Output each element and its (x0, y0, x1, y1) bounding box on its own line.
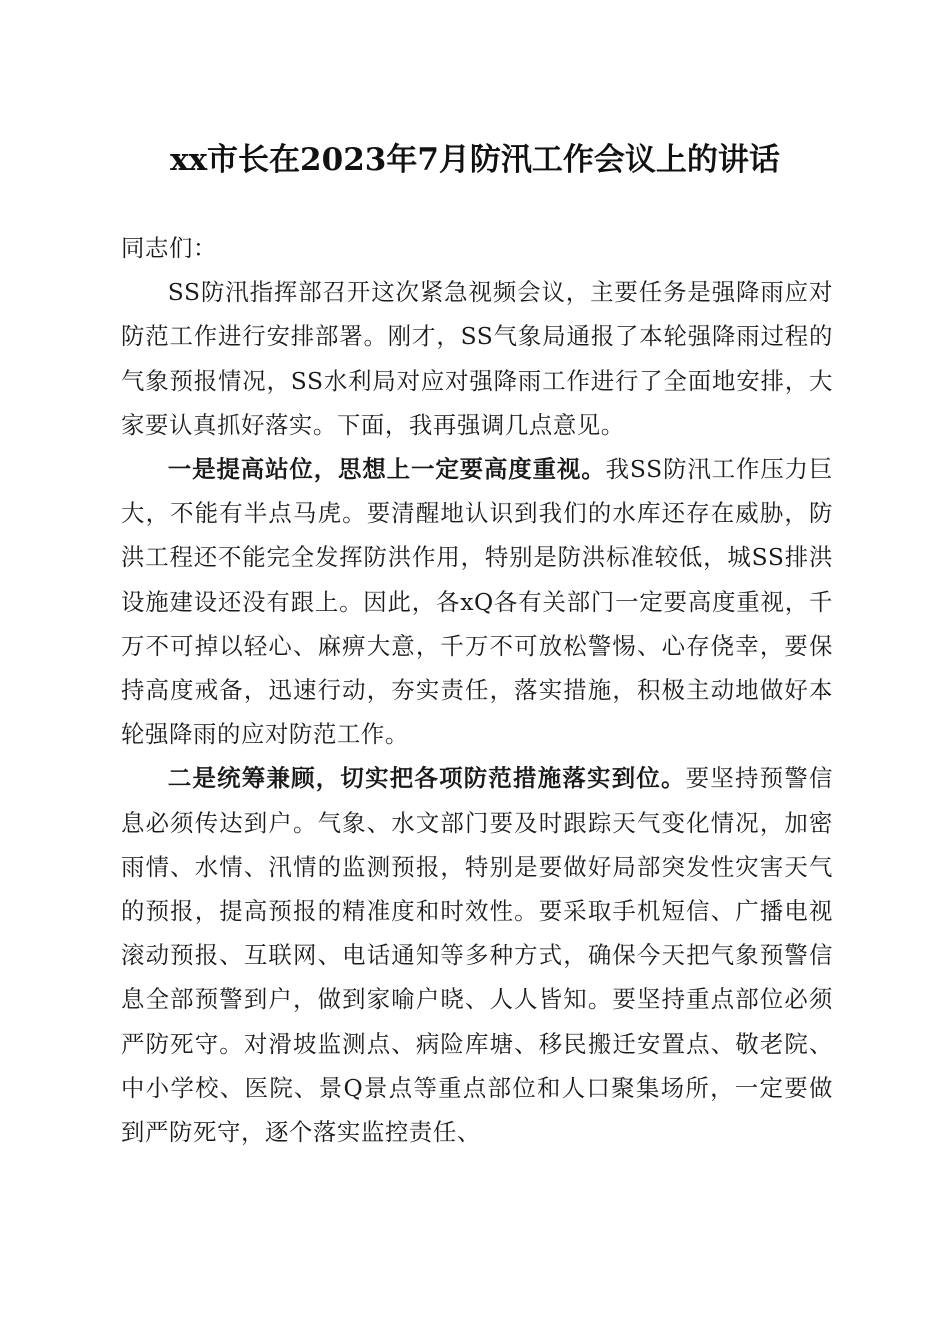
paragraph-text: 我SS防汛工作压力巨大，不能有半点马虎。要清醒地认识到我们的水库还存在威胁，防洪工程还不能完全发挥防洪作用，特别是防洪标准较低，城SS排洪设施建设还没有跟上。因此，各xQ各有关部门一定要高度重视，千万不可掉以轻心、麻痹大意，千万不可放松警惕、心存侥幸，要保持高度戒备，迅速行动，夯实责任，落实措施，积极主动地做好本轮强降雨的应对防范工作。 (121, 455, 833, 749)
paragraph-text: SS防汛指挥部召开这次紧急视频会议，主要任务是强降雨应对防范工作进行安排部署。刚才，SS气象局通报了本轮强降雨过程的气象预报情况，SS水利局对应对强降雨工作进行了全面地安排，大家要认真抓好落实。下面，我再强调几点意见。 (121, 278, 833, 439)
document-title: xx市长在2023年7月防汛工作会议上的讲话 (170, 142, 780, 178)
paragraph-text: 要坚持预警信息必须传达到户。气象、水文部门要及时跟踪天气变化情况，加密雨情、水情、汛情的监测预报，特别是要做好局部突发性灾害天气的预报，提高预报的精准度和时效性。要采取手机短信、广播电视滚动预报、互联网、电话通知等多种方式，确保今天把气象预警信息全部预警到户，做到家喻户晓、人人皆知。要坚持重点部位必须严防死守。对滑坡监测点、病险库塘、移民搬迁安置点、敬老院、中小学校、医院、景Q景点等重点部位和人口聚集场所，一定要做到严防死守，逐个落实监控责任、 (121, 764, 833, 1147)
salutation: 同志们： (121, 234, 217, 262)
paragraph-intro (121, 270, 833, 447)
paragraph-lead-heading: 二是统筹兼顾，切实把各项防范措施落实到位。 (167, 764, 686, 793)
paragraph-point-one (121, 447, 833, 756)
document-body (121, 226, 833, 1154)
paragraph-lead-heading: 一是提高站位，思想上一定要高度重视。 (167, 455, 606, 484)
paragraph-point-two (121, 756, 833, 1154)
